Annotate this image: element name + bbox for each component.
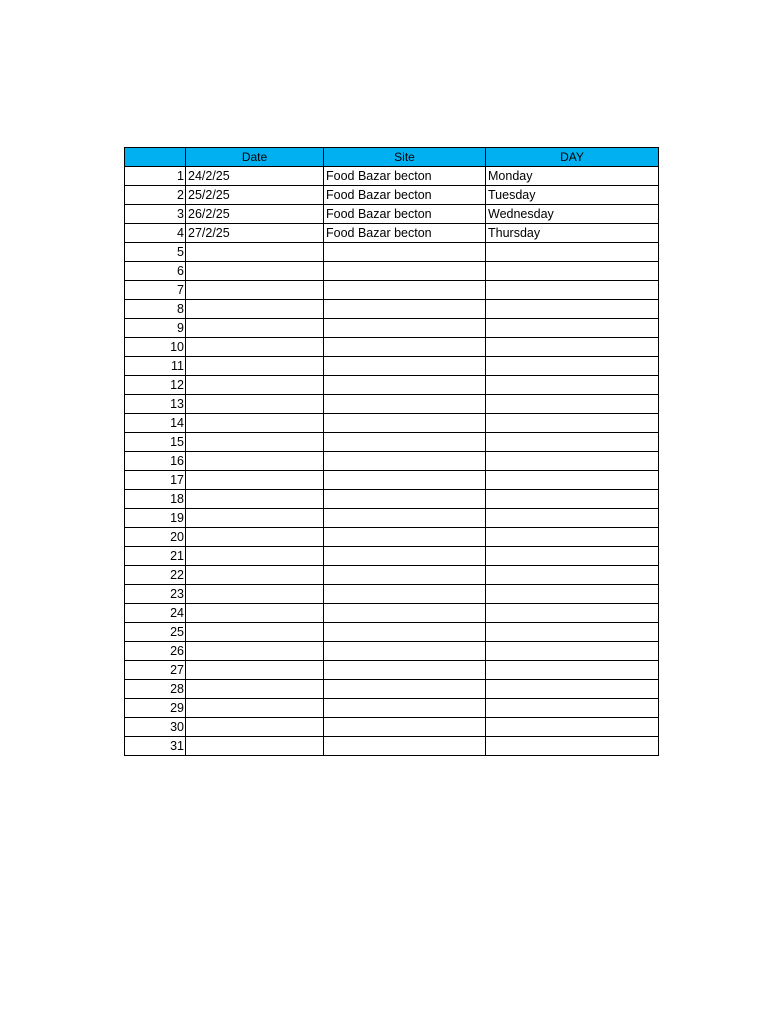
day-cell[interactable] [486, 300, 659, 319]
site-cell[interactable] [324, 376, 486, 395]
header-row [125, 148, 659, 167]
row-number-cell[interactable]: 14 [125, 414, 186, 433]
row-number-cell[interactable]: 7 [125, 281, 186, 300]
site-cell[interactable] [324, 433, 486, 452]
table-row [125, 338, 659, 357]
site-cell[interactable] [324, 319, 486, 338]
table-row [125, 604, 659, 623]
date-cell[interactable] [186, 718, 324, 737]
date-cell[interactable] [186, 547, 324, 566]
date-cell[interactable] [186, 509, 324, 528]
row-number-cell[interactable]: 6 [125, 262, 186, 281]
date-cell[interactable] [186, 737, 324, 756]
site-cell[interactable] [324, 680, 486, 699]
row-number-cell[interactable]: 5 [125, 243, 186, 262]
day-cell[interactable] [486, 642, 659, 661]
date-cell[interactable] [186, 642, 324, 661]
date-cell[interactable] [186, 528, 324, 547]
row-number-cell[interactable]: 9 [125, 319, 186, 338]
table-row [125, 205, 659, 224]
day-cell[interactable]: Wednesday [486, 205, 659, 224]
date-cell[interactable] [186, 262, 324, 281]
table-row [125, 737, 659, 756]
day-cell[interactable] [486, 243, 659, 262]
row-number-cell[interactable]: 15 [125, 433, 186, 452]
table-row [125, 661, 659, 680]
row-number-cell[interactable]: 8 [125, 300, 186, 319]
date-cell[interactable] [186, 300, 324, 319]
table-row [125, 566, 659, 585]
day-cell[interactable] [486, 623, 659, 642]
site-cell[interactable] [324, 642, 486, 661]
row-number-cell[interactable]: 11 [125, 357, 186, 376]
table-row [125, 300, 659, 319]
row-number-cell[interactable]: 10 [125, 338, 186, 357]
table-row [125, 509, 659, 528]
row-number-cell[interactable]: 19 [125, 509, 186, 528]
table-row [125, 623, 659, 642]
row-number-cell[interactable]: 24 [125, 604, 186, 623]
site-cell[interactable] [324, 509, 486, 528]
date-cell[interactable] [186, 585, 324, 604]
table-row [125, 718, 659, 737]
table-row [125, 680, 659, 699]
site-cell[interactable] [324, 338, 486, 357]
day-cell[interactable] [486, 718, 659, 737]
table-row [125, 585, 659, 604]
table-row [125, 186, 659, 205]
table-row [125, 490, 659, 509]
table-row [125, 433, 659, 452]
day-cell[interactable] [486, 566, 659, 585]
row-number-cell[interactable]: 3 [125, 205, 186, 224]
day-cell[interactable] [486, 509, 659, 528]
day-cell[interactable] [486, 528, 659, 547]
row-number-cell[interactable]: 18 [125, 490, 186, 509]
day-cell[interactable]: Tuesday [486, 186, 659, 205]
row-number-cell[interactable]: 31 [125, 737, 186, 756]
date-cell[interactable] [186, 414, 324, 433]
site-cell[interactable] [324, 414, 486, 433]
table-row [125, 224, 659, 243]
date-cell[interactable] [186, 680, 324, 699]
date-cell[interactable] [186, 566, 324, 585]
day-cell[interactable]: Monday [486, 167, 659, 186]
site-cell[interactable] [324, 604, 486, 623]
row-number-cell[interactable]: 13 [125, 395, 186, 414]
date-cell[interactable] [186, 661, 324, 680]
table-row [125, 528, 659, 547]
site-cell[interactable] [324, 357, 486, 376]
row-number-cell[interactable]: 4 [125, 224, 186, 243]
site-cell[interactable] [324, 661, 486, 680]
row-number-cell[interactable]: 2 [125, 186, 186, 205]
site-cell[interactable] [324, 737, 486, 756]
site-cell[interactable] [324, 566, 486, 585]
row-number-cell[interactable]: 27 [125, 661, 186, 680]
attendance-table [124, 147, 659, 756]
date-cell[interactable]: 26/2/25 [186, 205, 324, 224]
site-cell[interactable] [324, 300, 486, 319]
day-cell[interactable] [486, 262, 659, 281]
row-number-cell[interactable]: 26 [125, 642, 186, 661]
row-number-cell[interactable]: 25 [125, 623, 186, 642]
date-cell[interactable] [186, 357, 324, 376]
table-row [125, 243, 659, 262]
date-cell[interactable]: 24/2/25 [186, 167, 324, 186]
header-day: DAY [486, 148, 659, 167]
header-site: Site [324, 148, 486, 167]
row-number-cell[interactable]: 30 [125, 718, 186, 737]
site-cell[interactable]: Food Bazar becton [324, 224, 486, 243]
row-number-cell[interactable]: 28 [125, 680, 186, 699]
day-cell[interactable] [486, 699, 659, 718]
day-cell[interactable] [486, 680, 659, 699]
table-row [125, 357, 659, 376]
day-cell[interactable] [486, 281, 659, 300]
date-cell[interactable] [186, 433, 324, 452]
site-cell[interactable]: Food Bazar becton [324, 186, 486, 205]
day-cell[interactable] [486, 490, 659, 509]
site-cell[interactable] [324, 528, 486, 547]
table-row [125, 262, 659, 281]
row-number-cell[interactable]: 23 [125, 585, 186, 604]
row-number-cell[interactable]: 16 [125, 452, 186, 471]
site-cell[interactable] [324, 585, 486, 604]
day-cell[interactable]: Thursday [486, 224, 659, 243]
date-cell[interactable] [186, 338, 324, 357]
date-cell[interactable] [186, 623, 324, 642]
row-number-cell[interactable]: 17 [125, 471, 186, 490]
table-row [125, 547, 659, 566]
row-number-cell[interactable]: 22 [125, 566, 186, 585]
date-cell[interactable] [186, 471, 324, 490]
date-cell[interactable] [186, 319, 324, 338]
site-cell[interactable] [324, 718, 486, 737]
site-cell[interactable] [324, 471, 486, 490]
header-date: Date [186, 148, 324, 167]
date-cell[interactable]: 27/2/25 [186, 224, 324, 243]
day-cell[interactable] [486, 319, 659, 338]
day-cell[interactable] [486, 395, 659, 414]
table-row [125, 319, 659, 338]
site-cell[interactable] [324, 547, 486, 566]
site-cell[interactable] [324, 281, 486, 300]
row-number-cell[interactable]: 29 [125, 699, 186, 718]
site-cell[interactable] [324, 262, 486, 281]
row-number-cell[interactable]: 12 [125, 376, 186, 395]
table-row [125, 452, 659, 471]
day-cell[interactable] [486, 452, 659, 471]
date-cell[interactable] [186, 376, 324, 395]
date-cell[interactable] [186, 243, 324, 262]
table-row [125, 167, 659, 186]
site-cell[interactable] [324, 699, 486, 718]
table-row [125, 376, 659, 395]
table-row [125, 281, 659, 300]
table-row [125, 414, 659, 433]
table-body [125, 167, 659, 756]
header-number [125, 148, 186, 167]
date-cell[interactable] [186, 281, 324, 300]
site-cell[interactable] [324, 395, 486, 414]
day-cell[interactable] [486, 604, 659, 623]
site-cell[interactable] [324, 623, 486, 642]
date-cell[interactable] [186, 395, 324, 414]
date-cell[interactable] [186, 604, 324, 623]
site-cell[interactable] [324, 490, 486, 509]
day-cell[interactable] [486, 414, 659, 433]
day-cell[interactable] [486, 547, 659, 566]
table-row [125, 395, 659, 414]
date-cell[interactable] [186, 452, 324, 471]
site-cell[interactable]: Food Bazar becton [324, 167, 486, 186]
table-row [125, 471, 659, 490]
day-cell[interactable] [486, 661, 659, 680]
day-cell[interactable] [486, 585, 659, 604]
date-cell[interactable] [186, 699, 324, 718]
table-row [125, 642, 659, 661]
row-number-cell[interactable]: 1 [125, 167, 186, 186]
day-cell[interactable] [486, 471, 659, 490]
day-cell[interactable] [486, 737, 659, 756]
row-number-cell[interactable]: 20 [125, 528, 186, 547]
day-cell[interactable] [486, 376, 659, 395]
date-cell[interactable] [186, 490, 324, 509]
date-cell[interactable]: 25/2/25 [186, 186, 324, 205]
day-cell[interactable] [486, 338, 659, 357]
row-number-cell[interactable]: 21 [125, 547, 186, 566]
site-cell[interactable] [324, 243, 486, 262]
day-cell[interactable] [486, 357, 659, 376]
site-cell[interactable]: Food Bazar becton [324, 205, 486, 224]
site-cell[interactable] [324, 452, 486, 471]
day-cell[interactable] [486, 433, 659, 452]
table-row [125, 699, 659, 718]
